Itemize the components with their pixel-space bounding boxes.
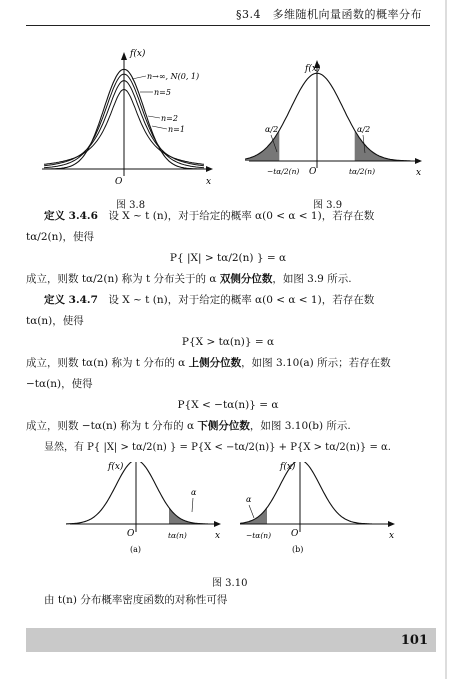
def-347-line1: 定义 3.4.7 设 X ~ t (n)，对于给定的概率 α(0 < α < 1)，若存在数: [44, 294, 375, 306]
page-edge: [445, 0, 447, 679]
equation-3: P{X < −tα(n)} = α: [177, 399, 279, 411]
right-tail-label: α/2: [357, 125, 371, 134]
tick-label: tα(n): [168, 531, 187, 540]
def-346-title: 定义 3.4.6: [44, 210, 98, 222]
def-347-conclusion: 成立，则数 tα(n) 称为 t 分布的 α 上侧分位数，如图 3.10(a) 所示；若存在数: [26, 357, 391, 369]
header-rule: [26, 25, 430, 26]
origin-label: O: [309, 167, 317, 177]
x-label: x: [206, 177, 212, 187]
final-line: 由 t(n) 分布概率密度函数的对称性可得: [44, 594, 228, 606]
label-n5: n=5: [154, 88, 171, 97]
def-347-title: 定义 3.4.7: [44, 294, 98, 306]
left-tick-label: −tα/2(n): [267, 167, 300, 176]
equation-1: P{ |X| > tα/2(n) } = α: [169, 252, 287, 264]
y-label: f(x): [305, 64, 321, 74]
density-curve: [66, 462, 208, 524]
figure-3-8: [36, 42, 216, 192]
x-label: x: [215, 531, 221, 541]
def-346-line1: 定义 3.4.6 设 X ~ t (n)，对于给定的概率 α(0 < α < 1)，若存在数: [44, 210, 375, 222]
x-axis-arrow: [206, 166, 213, 172]
right-tick-label: tα/2(n): [349, 167, 376, 176]
y-label: f(x): [108, 462, 124, 472]
sub-label: (b): [292, 545, 304, 554]
tail-label: α: [191, 488, 197, 497]
lower-tail-area: [240, 508, 267, 524]
origin-label: O: [127, 529, 135, 539]
label-n1: n=1: [168, 125, 185, 134]
lower-conclusion: 成立，则数 −tα(n) 称为 t 分布的 α 下侧分位数，如图 3.10(b) 所示.: [26, 420, 351, 432]
y-axis-arrow: [121, 52, 127, 60]
def-346-conclusion: 成立，则数 tα/2(n) 称为 t 分布关于的 α 双侧分位数，如图 3.9 所示.: [26, 273, 352, 285]
density-curve: [240, 462, 372, 524]
figure-3-9: [245, 58, 425, 193]
sub-label: (a): [130, 545, 142, 554]
label-n2: n=2: [161, 114, 178, 123]
figure-3-8-caption: 图 3.8: [116, 200, 146, 211]
term-lower: 下侧分位数: [197, 420, 250, 432]
def-347-line4: −tα(n)，使得: [26, 378, 93, 390]
y-label: f(x): [280, 462, 296, 472]
x-label: x: [416, 168, 422, 178]
y-label: f(x): [130, 49, 146, 59]
tick-label: −tα(n): [246, 531, 272, 540]
page-number: 101: [400, 633, 428, 648]
figure-3-9-caption: 图 3.9: [313, 200, 343, 211]
tail-label: α: [246, 495, 252, 504]
figure-3-10b: [240, 462, 410, 572]
label-normal: n→∞, N(0, 1): [147, 72, 200, 81]
right-tail-area: [355, 130, 411, 161]
figure-3-10-caption: 图 3.10: [212, 578, 248, 589]
term-upper: 上侧分位数: [188, 357, 242, 369]
def-346-line2: tα/2(n)，使得: [26, 231, 94, 243]
figure-3-10a: [66, 462, 226, 572]
running-header: §3.4 多维随机向量函数的概率分布: [236, 8, 422, 21]
def-347-line2: tα(n)，使得: [26, 315, 84, 327]
obvious-line: 显然，有 P{ |X| > tα/2(n) } = P{X < −tα/2(n)} + P{X > tα/2(n)} = α.: [44, 442, 391, 453]
origin-label: O: [115, 177, 123, 187]
term-two-sided: 双侧分位数: [219, 273, 273, 285]
left-tail-area: [245, 130, 279, 161]
left-tail-label: α/2: [265, 125, 279, 134]
footer-bar: [26, 628, 436, 652]
x-label: x: [389, 531, 395, 541]
origin-label: O: [291, 529, 299, 539]
equation-2: P{X > tα(n)} = α: [181, 336, 275, 348]
